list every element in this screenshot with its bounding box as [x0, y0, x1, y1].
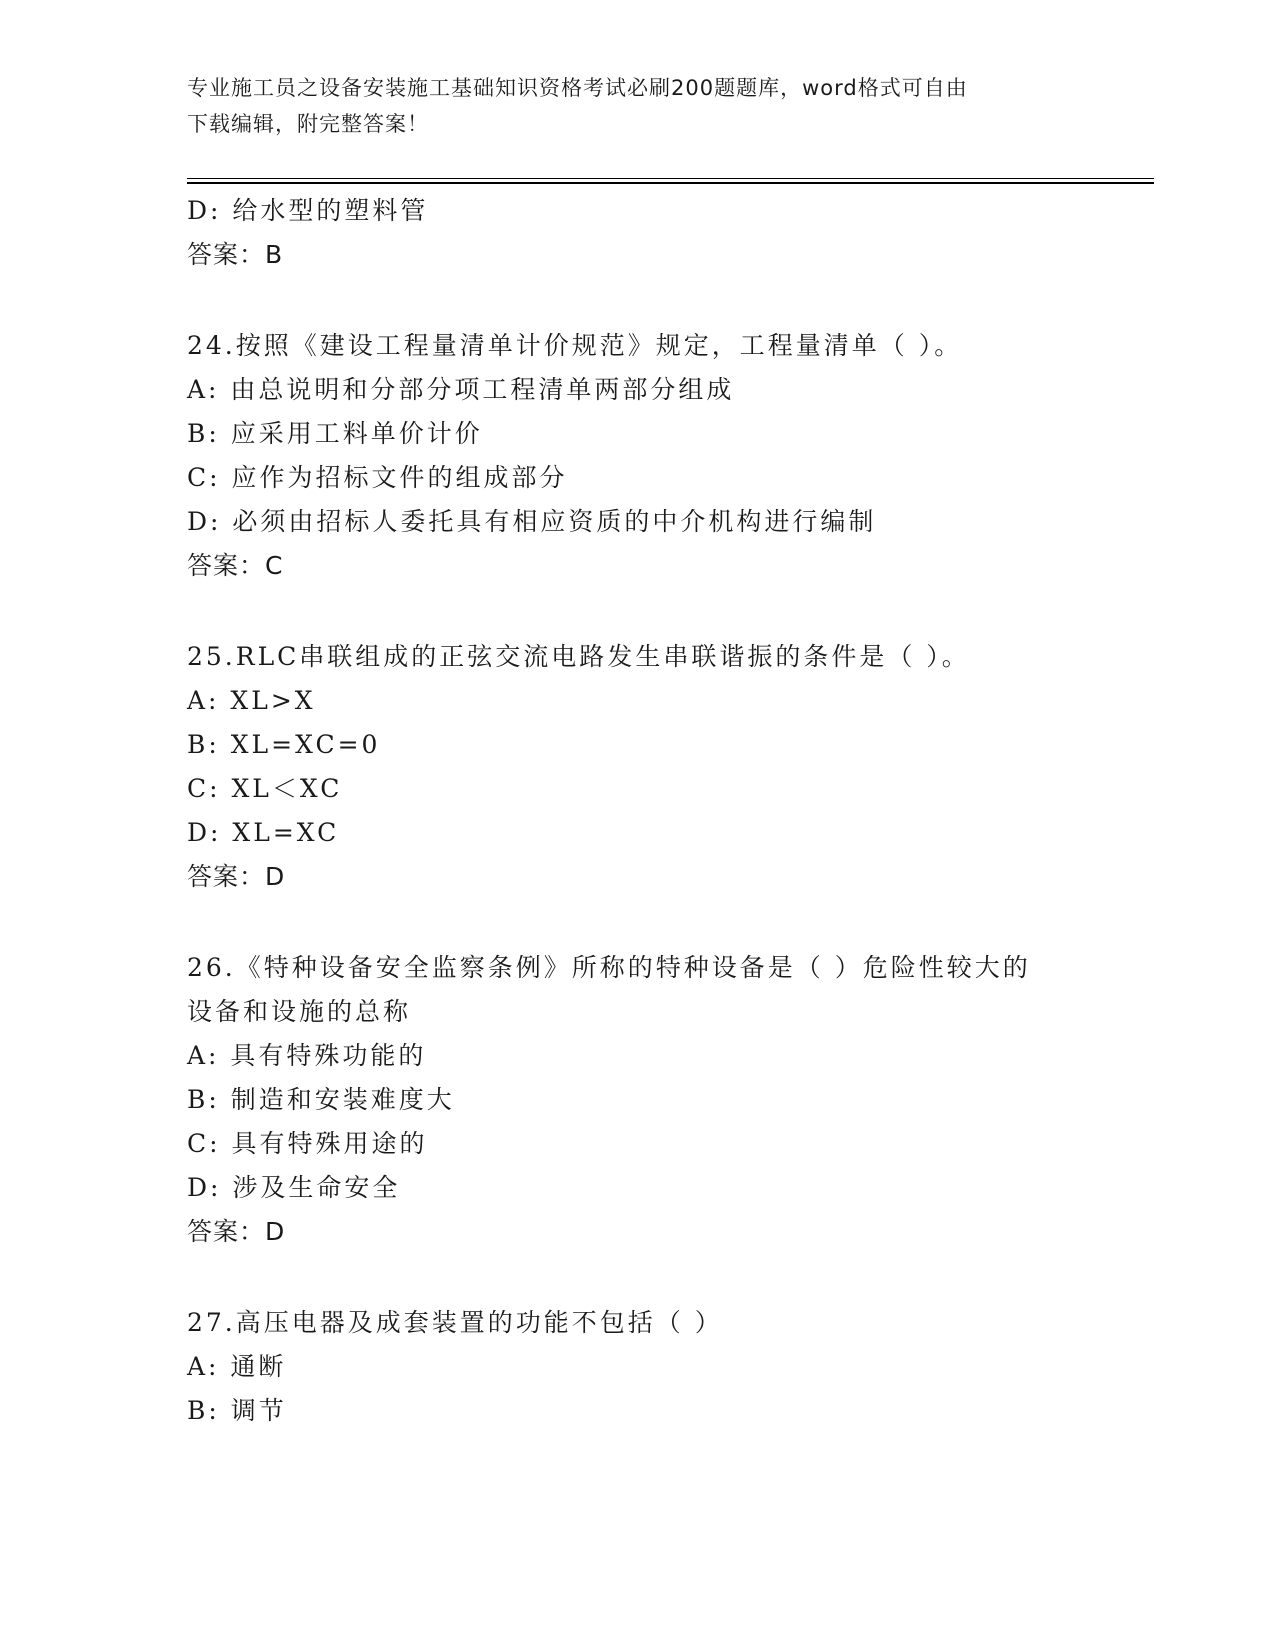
q27-option-b: B: 调节 — [187, 1396, 287, 1425]
header-line-1: 专业施工员之设备安装施工基础知识资格考试必刷200题题库，word格式可自由 — [187, 76, 968, 100]
q26-option-b: B: 制造和安装难度大 — [187, 1085, 455, 1114]
q24-question: 24.按照《建设工程量清单计价规范》规定，工程量清单（ ）。 — [187, 331, 963, 360]
q26-answer: 答案：D — [187, 1217, 286, 1246]
q24-option-d: D: 必须由招标人委托具有相应资质的中介机构进行编制 — [187, 507, 877, 536]
q25-question: 25.RLC串联组成的正弦交流电路发生串联谐振的条件是（ ）。 — [187, 642, 970, 671]
q24-option-b: B: 应采用工料单价计价 — [187, 419, 483, 448]
header-rule-thin — [187, 178, 1154, 179]
q25-option-b: B: XL=XC=0 — [187, 730, 381, 759]
q25-option-c: C: XL＜XC — [187, 774, 343, 803]
header-line-2: 下载编辑，附完整答案！ — [187, 112, 429, 136]
page-header — [187, 70, 1067, 142]
q26-question-line-1: 26.《特种设备安全监察条例》所称的特种设备是（ ）危险性较大的 — [187, 953, 1031, 982]
q27-question: 27.高压电器及成套装置的功能不包括（ ） — [187, 1308, 723, 1337]
q26-option-a: A: 具有特殊功能的 — [187, 1041, 427, 1070]
q26-question-line-2: 设备和设施的总称 — [187, 997, 412, 1026]
q26-option-d: D: 涉及生命安全 — [187, 1173, 401, 1202]
q25-answer: 答案：D — [187, 862, 286, 891]
header-rule-thick — [187, 182, 1154, 184]
q23-answer: 答案：B — [187, 240, 284, 269]
q24-option-a: A: 由总说明和分部分项工程清单两部分组成 — [187, 375, 735, 404]
q24-answer: 答案：C — [187, 551, 284, 580]
q27-option-a: A: 通断 — [187, 1352, 287, 1381]
q23-option-d: D: 给水型的塑料管 — [187, 196, 429, 225]
q24-option-c: C: 应作为招标文件的组成部分 — [187, 463, 568, 492]
q25-option-a: A: XL>X — [187, 686, 316, 715]
q25-option-d: D: XL=XC — [187, 818, 340, 847]
q26-option-c: C: 具有特殊用途的 — [187, 1129, 428, 1158]
